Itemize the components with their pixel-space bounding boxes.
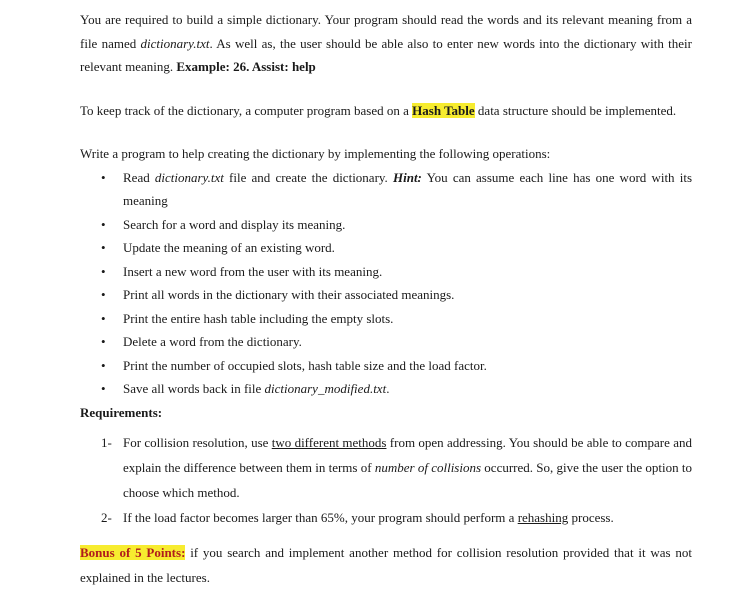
bullet-icon: • <box>101 381 106 396</box>
bullet-icon: • <box>101 216 106 232</box>
list-item: • Read dictionary.txt file and create the dictionary. Hint: You can assume each line has one word with its meaning <box>80 166 692 213</box>
list-item: 2- If the load factor becomes larger than 65%, your program should perform a rehashing process. <box>80 505 692 530</box>
bullet-icon: • <box>101 310 106 326</box>
bullet-icon: • <box>101 287 106 302</box>
hash-text-before: To keep track of the dictionary, a computer program based on a <box>80 102 413 118</box>
item-filename: dictionary_modified.txt <box>264 381 387 396</box>
requirements-heading: Requirements: <box>80 404 163 420</box>
list-item: • Search for a word and display its meaning. <box>80 213 692 237</box>
italic-text: number of collisions <box>374 460 482 475</box>
list-item: • Save all words back in file dictionary_modified.txt. <box>80 377 692 401</box>
intro-filename: dictionary.txt <box>140 35 210 51</box>
list-item: • Update the meaning of an existing word. <box>80 236 692 260</box>
list-item: • Print all words in the dictionary with their associated meanings. <box>80 283 692 307</box>
item-number: 2- <box>101 510 112 525</box>
intro-example: Example: 26. Assist: help <box>176 59 316 74</box>
hint-label: Hint: <box>392 169 422 185</box>
document-page <box>80 8 692 590</box>
operations-list <box>80 166 692 401</box>
list-item: • Print the entire hash table including the empty slots. <box>80 307 692 331</box>
bullet-icon: • <box>101 334 106 349</box>
bullet-icon: • <box>101 169 106 185</box>
underlined-text: two different methods <box>271 435 387 450</box>
operations-lead: Write a program to help creating the dictionary by implementing the following operations: <box>80 146 551 161</box>
intro-paragraph <box>80 8 692 79</box>
bullet-icon: • <box>101 240 106 255</box>
underlined-text: rehashing <box>517 510 569 525</box>
bonus-text: if you search and implement another method for collision resolution provided that it was not explained in the lectures. <box>80 545 692 585</box>
intro-text-2: . As well as, the user should be able also to enter new words into the dictionary with their relevant meaning. <box>80 35 692 74</box>
list-item: • Insert a new word from the user with its meaning. <box>80 260 692 284</box>
list-item: • Print the number of occupied slots, hash table size and the load factor. <box>80 354 692 378</box>
requirements-list <box>80 430 692 530</box>
hash-table-paragraph <box>80 99 692 123</box>
item-number: 1- <box>101 435 112 450</box>
item-filename: dictionary.txt <box>154 169 224 185</box>
bullet-icon: • <box>101 263 106 279</box>
bullet-icon: • <box>101 357 106 373</box>
bonus-paragraph <box>80 540 692 590</box>
list-item: 1- For collision resolution, use two different methods from open addressing. You should be able to compare and explain the difference between them in terms of number of collisions occurred. So, give the user the option to choose which method. <box>80 430 692 505</box>
list-item: • Delete a word from the dictionary. <box>80 330 692 354</box>
hash-table-highlight: Hash Table <box>412 102 475 118</box>
hash-text-after: data structure should be implemented. <box>474 102 677 118</box>
intro-text-1: You are required to build a simple dictionary. Your program should read the words and its relevant meaning from a file named <box>80 12 692 51</box>
bonus-label: Bonus of 5 Points: <box>80 545 186 560</box>
